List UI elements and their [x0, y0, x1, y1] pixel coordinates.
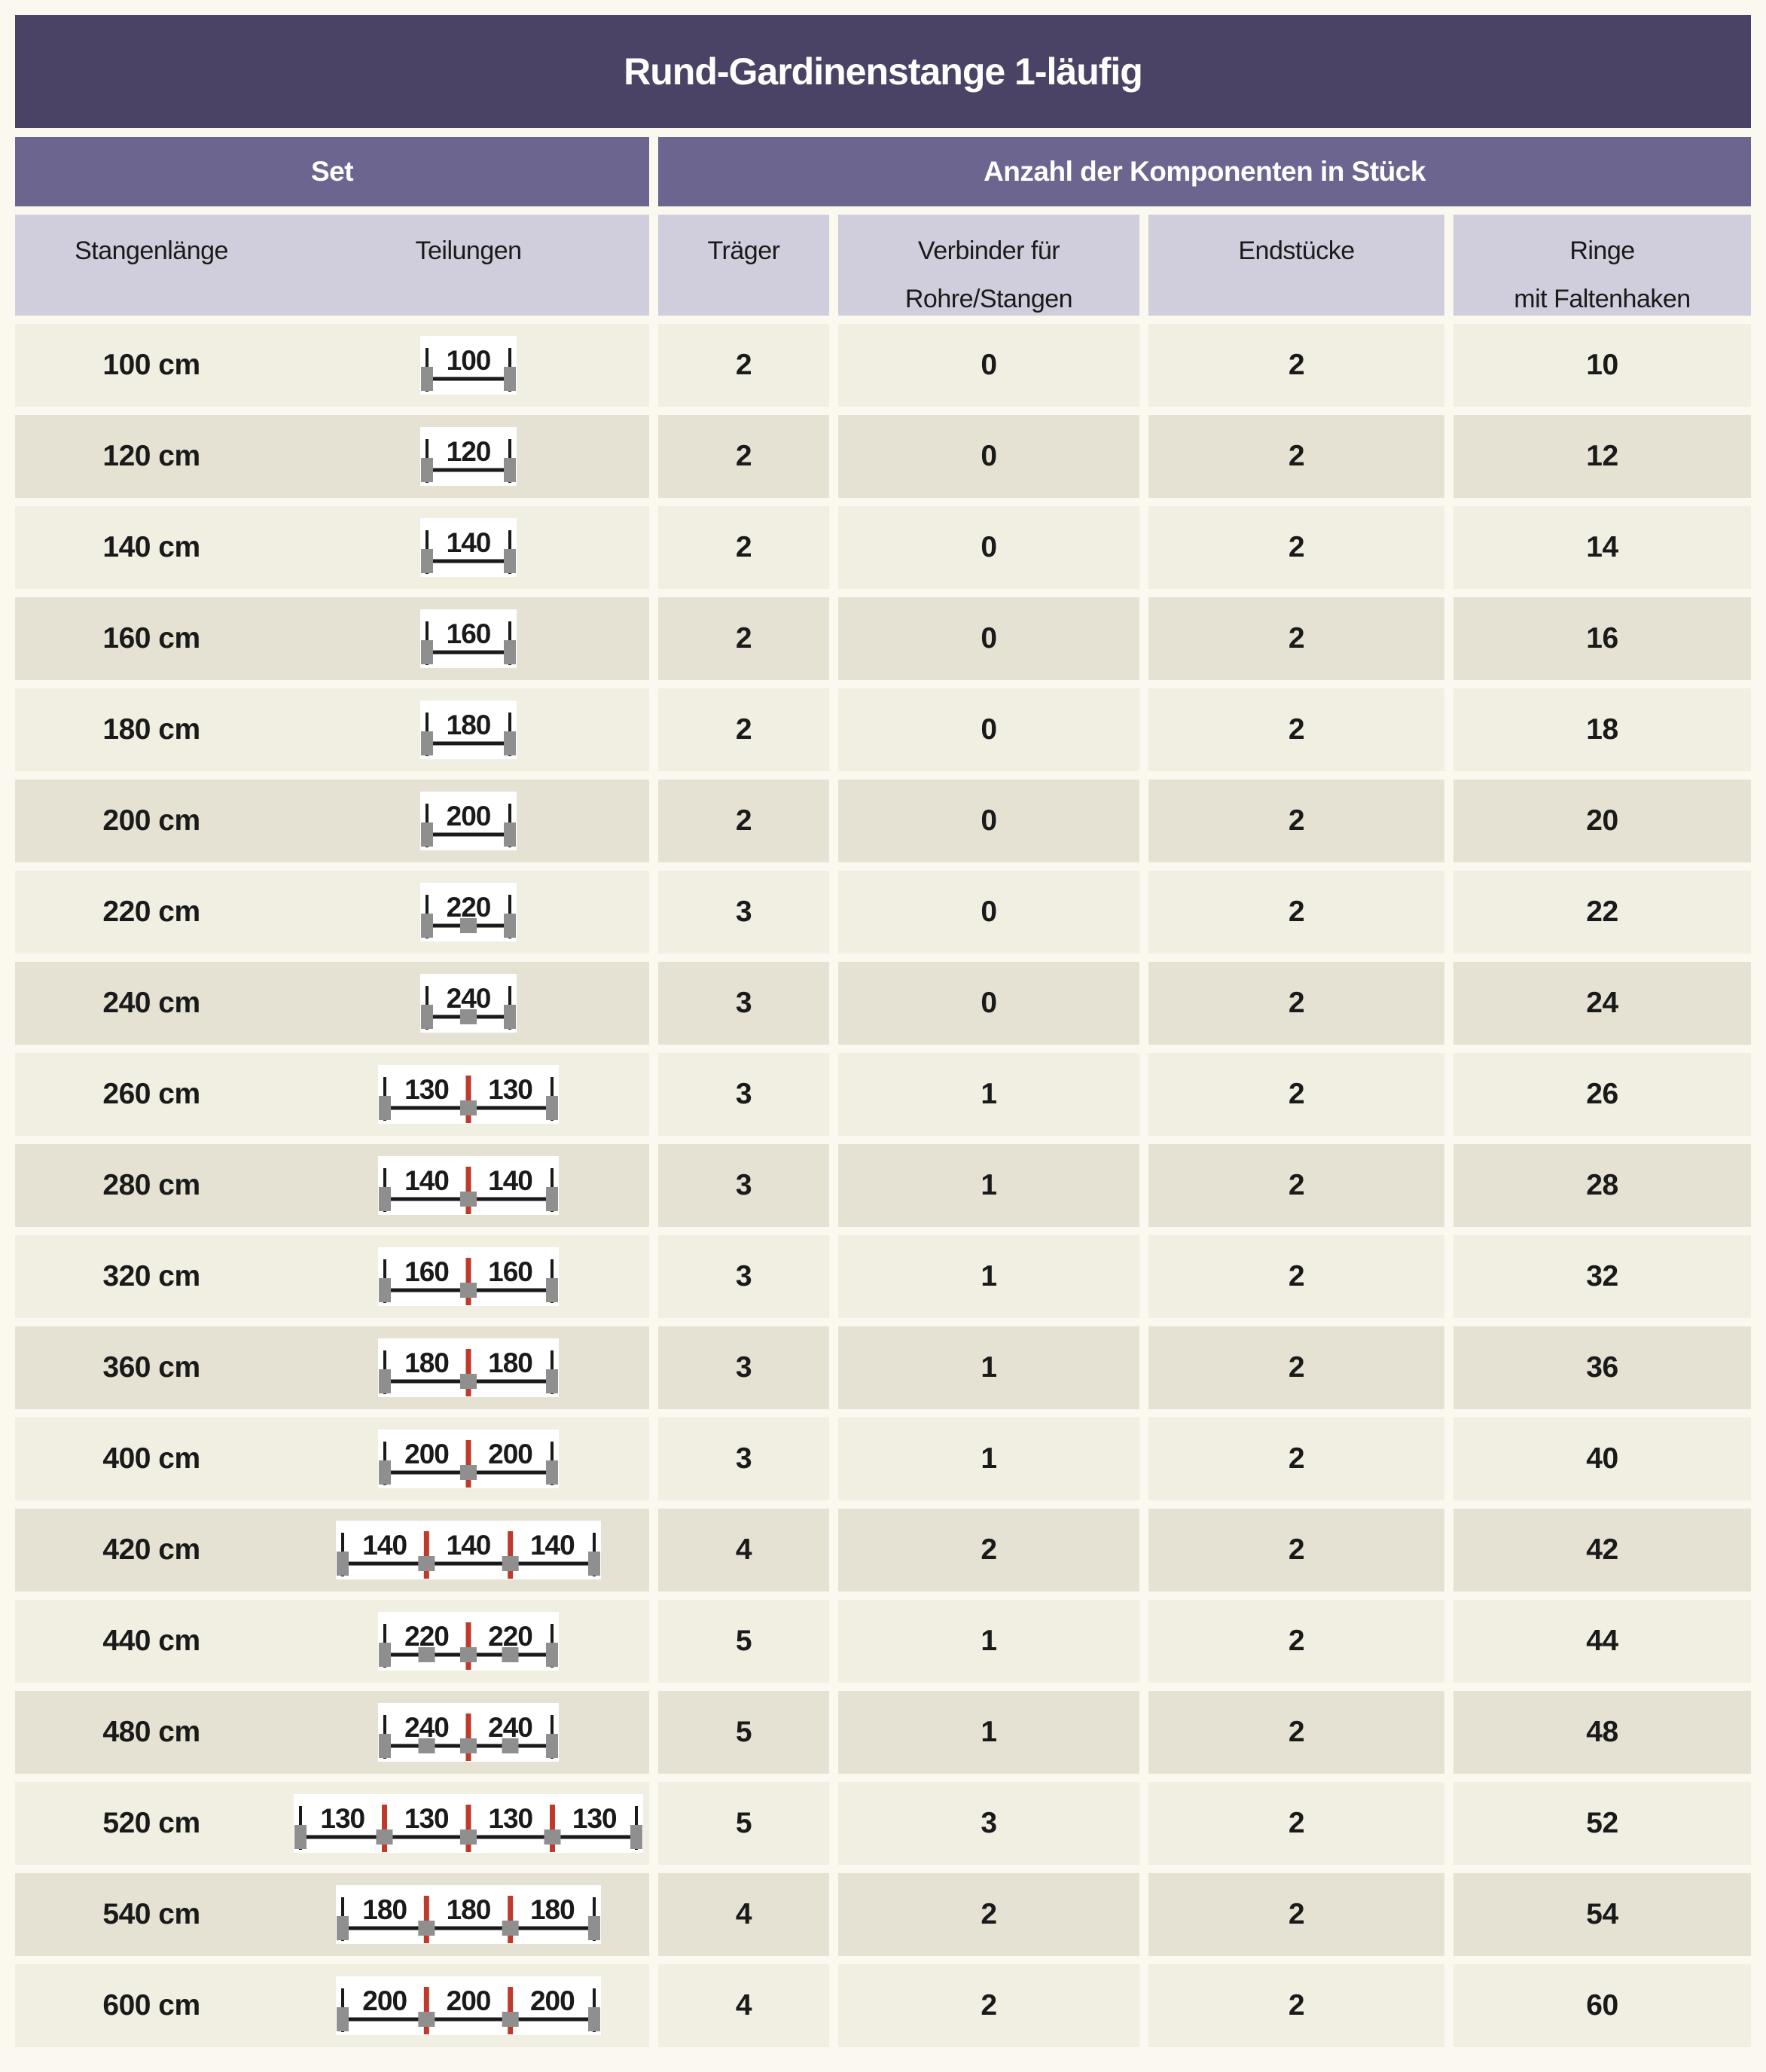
table-row-set-cell — [15, 1964, 649, 2047]
ringe-value: 22 — [1453, 871, 1751, 954]
table-row-set-cell — [15, 688, 649, 771]
column-header-endstuecke: Endstücke — [1148, 215, 1444, 316]
column-header-ringe — [1453, 215, 1751, 316]
teilungen-diagram — [336, 1976, 601, 2035]
verbinder-value: 1 — [838, 1417, 1139, 1500]
stangenlaenge-value: 600 cm — [102, 1989, 200, 2022]
svg-text:200: 200 — [446, 801, 491, 832]
verbinder-value: 0 — [838, 597, 1139, 680]
svg-text:180: 180 — [404, 1347, 449, 1378]
ringe-value: 40 — [1453, 1417, 1751, 1500]
traeger-value: 3 — [658, 1235, 829, 1318]
table-row-set-cell — [15, 1600, 649, 1683]
endstuecke-value: 2 — [1148, 506, 1444, 589]
svg-text:140: 140 — [446, 527, 491, 558]
ringe-value: 24 — [1453, 962, 1751, 1045]
endstuecke-value: 2 — [1148, 1691, 1444, 1774]
table-row-set-cell — [15, 780, 649, 862]
teilungen-diagram — [420, 700, 517, 759]
traeger-value: 2 — [658, 324, 829, 407]
verbinder-value: 0 — [838, 415, 1139, 498]
svg-text:200: 200 — [488, 1439, 532, 1469]
stangenlaenge-value: 320 cm — [102, 1260, 200, 1292]
teilungen-diagram — [420, 518, 517, 577]
stangenlaenge-value: 120 cm — [102, 440, 200, 472]
teilungen-diagram — [420, 792, 517, 850]
ringe-value: 20 — [1453, 780, 1751, 862]
ringe-value: 28 — [1453, 1144, 1751, 1227]
traeger-value: 3 — [658, 1417, 829, 1500]
verbinder-value: 1 — [838, 1235, 1139, 1318]
traeger-value: 2 — [658, 506, 829, 589]
verbinder-value: 1 — [838, 1326, 1139, 1409]
svg-text:200: 200 — [404, 1439, 449, 1469]
stangenlaenge-value: 400 cm — [102, 1442, 200, 1475]
table-row-set-cell — [15, 1509, 649, 1591]
table-row-set-cell — [15, 1873, 649, 1956]
teilungen-diagram — [336, 1521, 601, 1579]
endstuecke-value: 2 — [1148, 1235, 1444, 1318]
svg-text:140: 140 — [404, 1165, 449, 1196]
table-row-set-cell — [15, 1144, 649, 1227]
group-header-set: Set — [15, 137, 649, 206]
verbinder-value: 0 — [838, 688, 1139, 771]
teilungen-diagram — [294, 1794, 643, 1853]
ringe-value: 18 — [1453, 688, 1751, 771]
svg-text:180: 180 — [446, 1894, 491, 1925]
teilungen-diagram — [378, 1430, 559, 1488]
svg-text:160: 160 — [404, 1256, 449, 1287]
ringe-value: 44 — [1453, 1600, 1751, 1683]
teilungen-diagram — [378, 1247, 559, 1306]
verbinder-value: 0 — [838, 324, 1139, 407]
endstuecke-value: 2 — [1148, 324, 1444, 407]
table-row-set-cell — [15, 871, 649, 954]
svg-text:200: 200 — [529, 1985, 575, 2016]
svg-text:180: 180 — [446, 709, 491, 740]
endstuecke-value: 2 — [1148, 1782, 1444, 1865]
teilungen-diagram — [420, 336, 517, 395]
column-header-teilungen: Teilungen — [415, 236, 522, 265]
page-title: Rund-Gardinenstange 1-läufig — [624, 50, 1142, 93]
verbinder-value: 3 — [838, 1782, 1139, 1865]
ringe-value: 14 — [1453, 506, 1751, 589]
verbinder-value: 2 — [838, 1873, 1139, 1956]
verbinder-value: 1 — [838, 1691, 1139, 1774]
stangenlaenge-value: 360 cm — [102, 1351, 200, 1384]
ringe-value: 10 — [1453, 324, 1751, 407]
table-row-set-cell — [15, 1053, 649, 1136]
endstuecke-value: 2 — [1148, 597, 1444, 680]
teilungen-diagram-wrap — [288, 1703, 649, 1762]
teilungen-diagram-wrap — [288, 792, 649, 850]
teilungen-diagram — [378, 1065, 559, 1124]
table-row-set-cell — [15, 1691, 649, 1774]
verbinder-value: 0 — [838, 962, 1139, 1045]
table-row-set-cell — [15, 597, 649, 680]
teilungen-diagram-wrap — [288, 1156, 649, 1215]
endstuecke-value: 2 — [1148, 1873, 1444, 1956]
table-row-set-cell — [15, 1326, 649, 1409]
teilungen-diagram-wrap — [288, 1612, 649, 1671]
teilungen-diagram-wrap — [288, 1885, 649, 1944]
teilungen-diagram-wrap — [288, 1338, 649, 1397]
stangenlaenge-value: 420 cm — [102, 1533, 200, 1566]
group-header-components: Anzahl der Komponenten in Stück — [658, 137, 1751, 206]
traeger-value: 3 — [658, 962, 829, 1045]
svg-text:160: 160 — [488, 1256, 532, 1287]
teilungen-diagram-wrap — [288, 1976, 649, 2035]
ringe-value: 60 — [1453, 1964, 1751, 2047]
traeger-value: 4 — [658, 1873, 829, 1956]
traeger-value: 3 — [658, 1053, 829, 1136]
column-header-verbinder-line1: Verbinder für — [917, 236, 1060, 265]
teilungen-diagram-wrap — [288, 518, 649, 577]
stangenlaenge-value: 180 cm — [102, 713, 200, 746]
teilungen-diagram — [420, 883, 517, 941]
table-row-set-cell — [15, 1417, 649, 1500]
svg-text:180: 180 — [488, 1347, 532, 1378]
stangenlaenge-value: 540 cm — [102, 1898, 200, 1930]
svg-text:180: 180 — [362, 1894, 407, 1925]
teilungen-diagram — [336, 1885, 601, 1944]
teilungen-diagram-wrap — [288, 336, 649, 395]
teilungen-diagram-wrap — [288, 1247, 649, 1306]
verbinder-value: 1 — [838, 1144, 1139, 1227]
column-header-verbinder — [838, 215, 1139, 316]
endstuecke-value: 2 — [1148, 1509, 1444, 1591]
traeger-value: 5 — [658, 1600, 829, 1683]
stangenlaenge-value: 260 cm — [102, 1078, 200, 1110]
svg-text:240: 240 — [488, 1712, 532, 1743]
endstuecke-value: 2 — [1148, 780, 1444, 862]
endstuecke-value: 2 — [1148, 871, 1444, 954]
stangenlaenge-value: 240 cm — [102, 987, 200, 1019]
svg-text:130: 130 — [404, 1074, 449, 1105]
teilungen-diagram — [420, 427, 517, 486]
endstuecke-value: 2 — [1148, 1144, 1444, 1227]
verbinder-value: 2 — [838, 1964, 1139, 2047]
ringe-value: 42 — [1453, 1509, 1751, 1591]
table-title-bar — [15, 15, 1751, 128]
teilungen-diagram-wrap — [288, 1794, 649, 1853]
table-row-set-cell — [15, 1235, 649, 1318]
traeger-value: 5 — [658, 1691, 829, 1774]
verbinder-value: 0 — [838, 506, 1139, 589]
teilungen-diagram — [378, 1612, 559, 1671]
traeger-value: 3 — [658, 871, 829, 954]
svg-text:130: 130 — [320, 1803, 365, 1834]
ringe-value: 48 — [1453, 1691, 1751, 1774]
ringe-value: 32 — [1453, 1235, 1751, 1318]
traeger-value: 4 — [658, 1964, 829, 2047]
teilungen-diagram-wrap — [288, 609, 649, 668]
table-row-set-cell — [15, 415, 649, 498]
traeger-value: 3 — [658, 1144, 829, 1227]
svg-text:220: 220 — [488, 1621, 532, 1652]
teilungen-diagram-wrap — [288, 1521, 649, 1579]
svg-text:140: 140 — [362, 1530, 407, 1561]
svg-text:200: 200 — [446, 1985, 491, 2016]
verbinder-value: 1 — [838, 1600, 1139, 1683]
svg-text:200: 200 — [362, 1985, 407, 2016]
stangenlaenge-value: 220 cm — [102, 896, 200, 928]
svg-text:140: 140 — [488, 1165, 532, 1196]
svg-text:240: 240 — [404, 1712, 449, 1743]
stangenlaenge-value: 140 cm — [102, 531, 200, 563]
teilungen-diagram-wrap — [288, 1430, 649, 1488]
endstuecke-value: 2 — [1148, 1964, 1444, 2047]
column-header-traeger: Träger — [658, 215, 829, 316]
verbinder-value: 0 — [838, 871, 1139, 954]
stangenlaenge-value: 160 cm — [102, 622, 200, 655]
svg-text:220: 220 — [404, 1621, 449, 1652]
column-header-ringe-line2: mit Faltenhaken — [1514, 285, 1691, 313]
teilungen-diagram — [420, 974, 517, 1033]
endstuecke-value: 2 — [1148, 1326, 1444, 1409]
traeger-value: 4 — [658, 1509, 829, 1591]
teilungen-diagram — [420, 609, 517, 668]
svg-text:140: 140 — [529, 1530, 575, 1561]
table-row-set-cell — [15, 324, 649, 407]
components-table — [15, 137, 1751, 2047]
traeger-value: 3 — [658, 1326, 829, 1409]
teilungen-diagram — [378, 1703, 559, 1762]
column-header-stangenlaenge: Stangenlänge — [75, 236, 228, 265]
table-row-set-cell — [15, 962, 649, 1045]
svg-text:130: 130 — [488, 1803, 533, 1834]
stangenlaenge-value: 280 cm — [102, 1169, 200, 1201]
stangenlaenge-value: 440 cm — [102, 1625, 200, 1657]
endstuecke-value: 2 — [1148, 962, 1444, 1045]
column-header-ringe-line1: Ringe — [1569, 236, 1635, 265]
traeger-value: 2 — [658, 597, 829, 680]
svg-text:130: 130 — [572, 1803, 617, 1834]
endstuecke-value: 2 — [1148, 1417, 1444, 1500]
verbinder-value: 0 — [838, 780, 1139, 862]
table-row-set-cell — [15, 506, 649, 589]
stangenlaenge-value: 520 cm — [102, 1807, 200, 1839]
teilungen-diagram-wrap — [288, 427, 649, 486]
ringe-value: 52 — [1453, 1782, 1751, 1865]
teilungen-diagram — [378, 1338, 559, 1397]
ringe-value: 12 — [1453, 415, 1751, 498]
stangenlaenge-value: 100 cm — [102, 349, 200, 381]
stangenlaenge-value: 480 cm — [102, 1716, 200, 1748]
svg-text:130: 130 — [488, 1074, 532, 1105]
traeger-value: 2 — [658, 415, 829, 498]
endstuecke-value: 2 — [1148, 415, 1444, 498]
ringe-value: 26 — [1453, 1053, 1751, 1136]
svg-text:100: 100 — [446, 345, 491, 376]
ringe-value: 16 — [1453, 597, 1751, 680]
column-header-verbinder-line2: Rohre/Stangen — [904, 285, 1073, 313]
svg-text:180: 180 — [529, 1894, 575, 1925]
ringe-value: 54 — [1453, 1873, 1751, 1956]
svg-text:240: 240 — [446, 983, 491, 1014]
endstuecke-value: 2 — [1148, 688, 1444, 771]
verbinder-value: 1 — [838, 1053, 1139, 1136]
stangenlaenge-value: 200 cm — [102, 804, 200, 837]
verbinder-value: 2 — [838, 1509, 1139, 1591]
svg-text:160: 160 — [446, 618, 491, 649]
traeger-value: 2 — [658, 780, 829, 862]
column-header-set-group — [15, 215, 649, 316]
svg-text:220: 220 — [446, 892, 491, 923]
teilungen-diagram-wrap — [288, 700, 649, 759]
traeger-value: 2 — [658, 688, 829, 771]
teilungen-diagram — [378, 1156, 559, 1215]
teilungen-diagram-wrap — [288, 883, 649, 941]
teilungen-diagram-wrap — [288, 1065, 649, 1124]
endstuecke-value: 2 — [1148, 1600, 1444, 1683]
svg-text:120: 120 — [446, 436, 491, 467]
svg-text:130: 130 — [404, 1803, 449, 1834]
ringe-value: 36 — [1453, 1326, 1751, 1409]
svg-text:140: 140 — [446, 1530, 491, 1561]
teilungen-diagram-wrap — [288, 974, 649, 1033]
table-row-set-cell — [15, 1782, 649, 1865]
traeger-value: 5 — [658, 1782, 829, 1865]
endstuecke-value: 2 — [1148, 1053, 1444, 1136]
